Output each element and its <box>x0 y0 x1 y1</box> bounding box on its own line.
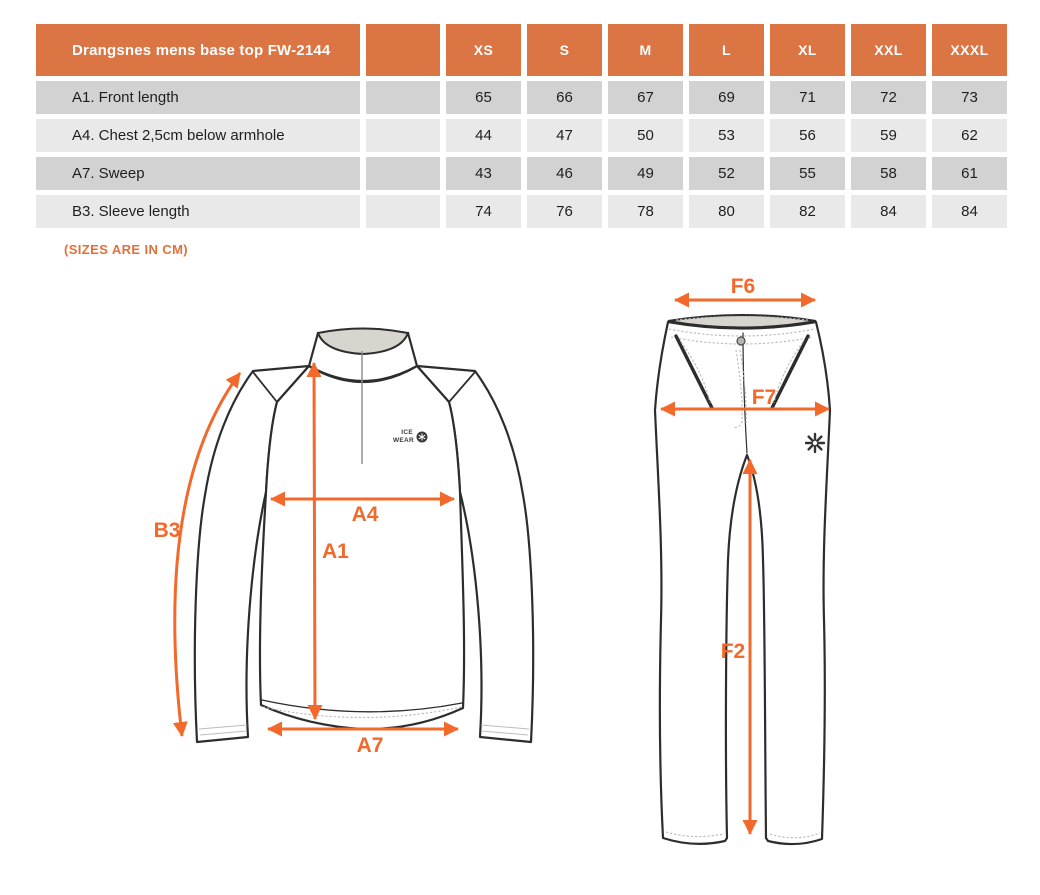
pants-drawing <box>655 275 830 844</box>
size-header-l: L <box>689 24 764 76</box>
label-b3: B3 <box>153 519 181 542</box>
value-cell: 80 <box>689 195 764 228</box>
table-row <box>36 195 1007 228</box>
size-table <box>30 19 1013 233</box>
value-cell: 82 <box>770 195 845 228</box>
value-cell: 49 <box>608 157 683 190</box>
row-label-chest: A4. Chest 2,5cm below armhole <box>36 119 360 152</box>
pants-silhouette <box>655 322 830 844</box>
logo-text-line1: ICE <box>401 429 413 436</box>
value-cell: 47 <box>527 119 602 152</box>
empty-cell <box>366 119 440 152</box>
logo-text-line2: WEAR <box>392 437 414 444</box>
empty-cell <box>366 81 440 114</box>
value-cell: 56 <box>770 119 845 152</box>
value-cell: 65 <box>446 81 521 114</box>
value-cell: 66 <box>527 81 602 114</box>
pants-button <box>737 337 745 345</box>
value-cell: 58 <box>851 157 926 190</box>
sizes-unit-note: (SIZES ARE IN CM) <box>64 242 189 257</box>
label-f7: F7 <box>751 386 777 409</box>
table-header-row <box>36 24 1007 76</box>
row-label-sweep: A7. Sweep <box>36 157 360 190</box>
empty-cell <box>366 157 440 190</box>
size-header-xxl: XXL <box>851 24 926 76</box>
empty-cell <box>366 195 440 228</box>
value-cell: 50 <box>608 119 683 152</box>
arrow-a1-front-length <box>314 363 315 719</box>
size-header-xs: XS <box>446 24 521 76</box>
label-a4: A4 <box>351 503 379 526</box>
value-cell: 73 <box>932 81 1007 114</box>
value-cell: 61 <box>932 157 1007 190</box>
value-cell: 71 <box>770 81 845 114</box>
label-a7: A7 <box>356 734 384 757</box>
pants-snowflake-icon <box>806 434 824 452</box>
value-cell: 59 <box>851 119 926 152</box>
size-header-xl: XL <box>770 24 845 76</box>
value-cell: 55 <box>770 157 845 190</box>
table-row <box>36 119 1007 152</box>
value-cell: 62 <box>932 119 1007 152</box>
value-cell: 46 <box>527 157 602 190</box>
size-header-m: M <box>608 24 683 76</box>
table-title: Drangsnes mens base top FW-2144 <box>36 24 360 76</box>
row-label-sleeve-length: B3. Sleeve length <box>36 195 360 228</box>
value-cell: 52 <box>689 157 764 190</box>
size-header-s: S <box>527 24 602 76</box>
value-cell: 44 <box>446 119 521 152</box>
label-f6: F6 <box>730 275 756 298</box>
size-header-xxxl: XXXL <box>932 24 1007 76</box>
table-row <box>36 81 1007 114</box>
label-f2: F2 <box>720 640 746 663</box>
value-cell: 74 <box>446 195 521 228</box>
value-cell: 53 <box>689 119 764 152</box>
value-cell: 84 <box>932 195 1007 228</box>
value-cell: 72 <box>851 81 926 114</box>
table-row <box>36 157 1007 190</box>
value-cell: 84 <box>851 195 926 228</box>
value-cell: 76 <box>527 195 602 228</box>
value-cell: 69 <box>689 81 764 114</box>
label-a1: A1 <box>322 540 349 563</box>
value-cell: 78 <box>608 195 683 228</box>
measurement-diagrams <box>0 268 1040 895</box>
table-empty-header-cell <box>366 24 440 76</box>
value-cell: 67 <box>608 81 683 114</box>
base-top-drawing <box>154 329 534 758</box>
row-label-front-length: A1. Front length <box>36 81 360 114</box>
value-cell: 43 <box>446 157 521 190</box>
